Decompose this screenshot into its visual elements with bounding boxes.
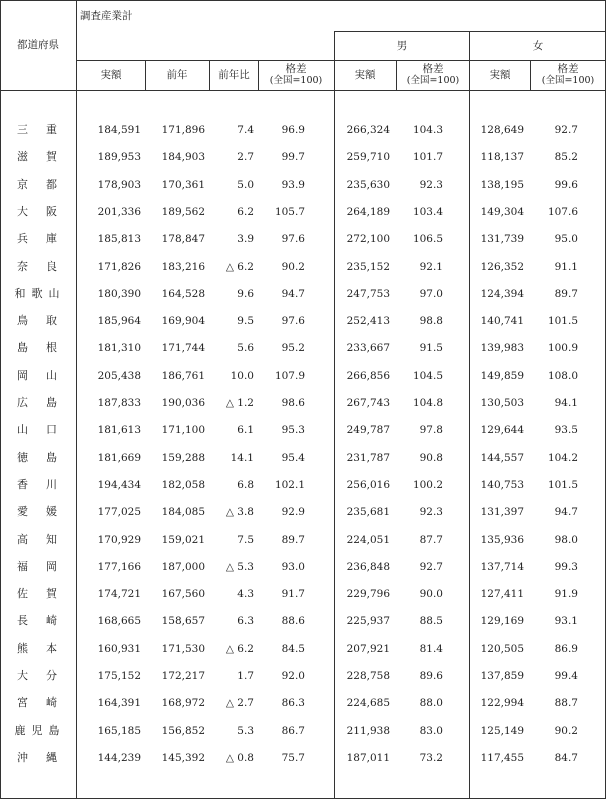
cell-actual: 168,665 — [97, 615, 141, 627]
cell-male-index: 97.8 — [419, 424, 443, 436]
cell-prefecture: 愛 媛 — [17, 505, 57, 518]
cell-prefecture: 大 阪 — [17, 205, 57, 218]
cell-yoy: △ 6.2 — [225, 261, 254, 273]
cell-prefecture: 佐 賀 — [17, 587, 57, 600]
cell-index: 92.0 — [281, 670, 305, 682]
cell-prefecture: 京 都 — [17, 178, 57, 191]
cell-male-index: 97.0 — [419, 288, 443, 300]
cell-female-index: 101.5 — [547, 479, 578, 491]
cell-prev-year: 145,392 — [161, 752, 205, 764]
cell-yoy: △ 6.2 — [225, 643, 254, 655]
cell-female-actual: 128,649 — [480, 124, 524, 136]
cell-prev-year: 171,896 — [161, 124, 205, 136]
cell-index: 97.6 — [281, 233, 305, 245]
cell-male-actual: 247,753 — [346, 288, 390, 300]
cell-prev-year: 156,852 — [161, 725, 205, 737]
cell-female-index: 91.9 — [554, 588, 578, 600]
cell-yoy: 10.0 — [230, 370, 254, 382]
cell-yoy: △ 5.3 — [225, 561, 254, 573]
cell-actual: 181,669 — [97, 452, 141, 464]
cell-female-index: 108.0 — [547, 370, 578, 382]
cell-prefecture: 奈 良 — [17, 260, 57, 273]
cell-female-actual: 129,644 — [480, 424, 524, 436]
cell-male-index: 87.7 — [419, 534, 443, 546]
cell-yoy: 7.4 — [237, 124, 254, 136]
cell-female-actual: 149,859 — [480, 370, 524, 382]
cell-female-index: 88.7 — [554, 697, 578, 709]
cell-index: 86.7 — [281, 725, 305, 737]
cell-female-actual: 131,739 — [480, 233, 524, 245]
cell-female-actual: 117,455 — [480, 752, 524, 764]
cell-male-actual: 256,016 — [346, 479, 390, 491]
cell-index: 95.2 — [281, 342, 305, 354]
cell-index: 102.1 — [274, 479, 305, 491]
cell-female-index: 104.2 — [547, 452, 578, 464]
cell-male-actual: 272,100 — [346, 233, 390, 245]
cell-prev-year: 184,903 — [161, 151, 205, 163]
header-female-actual: 実額 — [489, 69, 511, 81]
cell-yoy: △ 3.8 — [225, 506, 254, 518]
cell-actual: 189,953 — [97, 151, 141, 163]
cell-male-index: 89.6 — [419, 670, 443, 682]
cell-yoy: 6.2 — [237, 206, 254, 218]
cell-prev-year: 170,361 — [161, 179, 205, 191]
cell-index: 84.5 — [281, 643, 305, 655]
cell-prev-year: 159,288 — [161, 452, 205, 464]
cell-prev-year: 169,904 — [161, 315, 205, 327]
cell-actual: 170,929 — [97, 534, 141, 546]
cell-male-index: 92.3 — [419, 179, 443, 191]
cell-yoy: 5.0 — [237, 179, 254, 191]
cell-male-actual: 225,937 — [346, 615, 390, 627]
cell-female-actual: 124,394 — [480, 288, 524, 300]
cell-actual: 144,239 — [97, 752, 141, 764]
header-prev-year: 前年 — [166, 69, 188, 81]
cell-female-actual: 139,983 — [480, 342, 524, 354]
cell-male-actual: 267,743 — [346, 397, 390, 409]
cell-index: 99.7 — [281, 151, 305, 163]
cell-female-actual: 126,352 — [480, 261, 524, 273]
cell-actual: 177,025 — [97, 506, 141, 518]
cell-index: 93.0 — [281, 561, 305, 573]
cell-female-index: 91.1 — [554, 261, 578, 273]
cell-index: 95.4 — [281, 452, 305, 464]
cell-prev-year: 158,657 — [161, 615, 205, 627]
cell-yoy: 5.3 — [237, 725, 254, 737]
cell-prev-year: 184,085 — [161, 506, 205, 518]
cell-actual: 160,931 — [97, 643, 141, 655]
cell-prev-year: 164,528 — [161, 288, 205, 300]
cell-male-index: 98.8 — [419, 315, 443, 327]
cell-actual: 194,434 — [97, 479, 141, 491]
cell-actual: 185,964 — [97, 315, 141, 327]
cell-male-index: 88.0 — [419, 697, 443, 709]
cell-male-actual: 207,921 — [346, 643, 390, 655]
cell-female-actual: 118,137 — [480, 151, 524, 163]
cell-male-index: 103.4 — [412, 206, 443, 218]
cell-actual: 201,336 — [97, 206, 141, 218]
cell-index: 75.7 — [281, 752, 305, 764]
cell-index: 91.7 — [281, 588, 305, 600]
cell-female-actual: 135,936 — [480, 534, 524, 546]
cell-female-actual: 120,505 — [480, 643, 524, 655]
cell-male-actual: 266,856 — [346, 370, 390, 382]
cell-yoy: 6.8 — [237, 479, 254, 491]
cell-male-actual: 235,630 — [346, 179, 390, 191]
cell-male-actual: 266,324 — [346, 124, 390, 136]
cell-male-actual: 249,787 — [346, 424, 390, 436]
cell-prefecture: 徳 島 — [17, 451, 57, 464]
cell-prev-year: 172,217 — [161, 670, 205, 682]
cell-yoy: 1.7 — [237, 670, 254, 682]
cell-index: 107.9 — [274, 370, 305, 382]
cell-male-actual: 224,051 — [346, 534, 390, 546]
cell-male-index: 100.2 — [412, 479, 443, 491]
cell-female-actual: 137,714 — [480, 561, 524, 573]
cell-prefecture: 宮 崎 — [17, 696, 57, 709]
cell-actual: 187,833 — [97, 397, 141, 409]
cell-actual: 175,152 — [97, 670, 141, 682]
cell-male-index: 101.7 — [412, 151, 443, 163]
cell-male-actual: 235,681 — [346, 506, 390, 518]
cell-yoy: 2.7 — [237, 151, 254, 163]
cell-actual: 164,391 — [97, 697, 141, 709]
cell-index: 93.9 — [281, 179, 305, 191]
cell-female-index: 107.6 — [547, 206, 578, 218]
cell-female-actual: 130,503 — [480, 397, 524, 409]
cell-female-index: 93.1 — [554, 615, 578, 627]
cell-male-actual: 229,796 — [346, 588, 390, 600]
cell-yoy: △ 2.7 — [225, 697, 254, 709]
cell-male-index: 90.0 — [419, 588, 443, 600]
cell-actual: 184,591 — [97, 124, 141, 136]
cell-prev-year: 182,058 — [161, 479, 205, 491]
header-male-actual: 実額 — [354, 69, 376, 81]
cell-yoy: △ 1.2 — [225, 397, 254, 409]
cell-yoy: △ 0.8 — [225, 752, 254, 764]
cell-female-index: 98.0 — [554, 534, 578, 546]
cell-prefecture: 島 根 — [17, 341, 57, 354]
cell-prev-year: 178,847 — [161, 233, 205, 245]
cell-index: 89.7 — [281, 534, 305, 546]
cell-prefecture: 三 重 — [17, 123, 57, 136]
cell-male-actual: 211,938 — [346, 725, 390, 737]
cell-male-index: 92.7 — [419, 561, 443, 573]
cell-prefecture: 大 分 — [17, 669, 57, 682]
cell-actual: 177,166 — [97, 561, 141, 573]
cell-prefecture: 熊 本 — [17, 642, 57, 655]
cell-female-index: 94.1 — [554, 397, 578, 409]
cell-prev-year: 159,021 — [161, 534, 205, 546]
cell-yoy: 6.3 — [237, 615, 254, 627]
cell-female-actual: 140,753 — [480, 479, 524, 491]
cell-female-index: 95.0 — [554, 233, 578, 245]
cell-actual: 185,813 — [97, 233, 141, 245]
cell-prefecture: 鳥 取 — [17, 314, 57, 327]
cell-male-index: 88.5 — [419, 615, 443, 627]
cell-actual: 205,438 — [97, 370, 141, 382]
cell-yoy: 6.1 — [237, 424, 254, 436]
cell-actual: 174,721 — [97, 588, 141, 600]
cell-actual: 171,826 — [97, 261, 141, 273]
cell-male-index: 104.8 — [412, 397, 443, 409]
cell-male-index: 106.5 — [412, 233, 443, 245]
cell-prev-year: 171,530 — [161, 643, 205, 655]
cell-prefecture: 和 歌 山 — [14, 287, 60, 300]
cell-female-actual: 125,149 — [480, 725, 524, 737]
cell-prev-year: 167,560 — [161, 588, 205, 600]
header-female-diff: 格差 (全国=100) — [541, 63, 595, 86]
cell-male-index: 83.0 — [419, 725, 443, 737]
header-diff: 格差 (全国=100) — [269, 63, 323, 86]
cell-index: 98.6 — [281, 397, 305, 409]
cell-yoy: 7.5 — [237, 534, 254, 546]
cell-index: 97.6 — [281, 315, 305, 327]
cell-prefecture: 沖 縄 — [17, 751, 57, 764]
cell-female-index: 85.2 — [554, 151, 578, 163]
cell-prev-year: 183,216 — [161, 261, 205, 273]
cell-index: 95.3 — [281, 424, 305, 436]
cell-yoy: 5.6 — [237, 342, 254, 354]
cell-index: 90.2 — [281, 261, 305, 273]
cell-female-index: 84.7 — [554, 752, 578, 764]
cell-prefecture: 兵 庫 — [17, 232, 57, 245]
cell-female-actual: 131,397 — [480, 506, 524, 518]
cell-male-actual: 224,685 — [346, 697, 390, 709]
cell-actual: 181,613 — [97, 424, 141, 436]
cell-male-actual: 235,152 — [346, 261, 390, 273]
cell-female-index: 101.5 — [547, 315, 578, 327]
cell-prefecture: 福 岡 — [17, 560, 57, 573]
cell-male-index: 104.3 — [412, 124, 443, 136]
cell-index: 92.9 — [281, 506, 305, 518]
cell-male-actual: 233,667 — [346, 342, 390, 354]
cell-prefecture: 香 川 — [17, 478, 57, 491]
cell-prev-year: 189,562 — [161, 206, 205, 218]
cell-male-index: 73.2 — [419, 752, 443, 764]
cell-female-index: 94.7 — [554, 506, 578, 518]
cell-female-index: 89.7 — [554, 288, 578, 300]
cell-yoy: 9.6 — [237, 288, 254, 300]
cell-actual: 165,185 — [97, 725, 141, 737]
cell-prev-year: 171,100 — [161, 424, 205, 436]
cell-prefecture: 鹿 児 島 — [14, 724, 60, 737]
cell-female-index: 90.2 — [554, 725, 578, 737]
header-male: 男 — [396, 40, 408, 52]
cell-male-index: 91.5 — [419, 342, 443, 354]
cell-female-index: 86.9 — [554, 643, 578, 655]
cell-female-index: 100.9 — [547, 342, 578, 354]
cell-female-actual: 127,411 — [480, 588, 524, 600]
cell-male-actual: 231,787 — [346, 452, 390, 464]
cell-prefecture: 山 口 — [17, 423, 57, 436]
cell-actual: 181,310 — [97, 342, 141, 354]
cell-prev-year: 186,761 — [161, 370, 205, 382]
cell-index: 86.3 — [281, 697, 305, 709]
cell-yoy: 9.5 — [237, 315, 254, 327]
cell-male-actual: 236,848 — [346, 561, 390, 573]
header-female: 女 — [532, 40, 544, 52]
cell-actual: 180,390 — [97, 288, 141, 300]
header-industry-total: 調査産業計 — [80, 10, 133, 22]
cell-prefecture: 広 島 — [17, 396, 57, 409]
cell-female-actual: 137,859 — [480, 670, 524, 682]
cell-prefecture: 岡 山 — [17, 369, 57, 382]
cell-female-index: 99.6 — [554, 179, 578, 191]
cell-male-index: 104.5 — [412, 370, 443, 382]
cell-female-actual: 144,557 — [480, 452, 524, 464]
cell-actual: 178,903 — [97, 179, 141, 191]
cell-prev-year: 187,000 — [161, 561, 205, 573]
cell-male-actual: 252,413 — [346, 315, 390, 327]
cell-male-index: 92.1 — [419, 261, 443, 273]
cell-prefecture: 高 知 — [17, 533, 57, 546]
cell-female-actual: 122,994 — [480, 697, 524, 709]
cell-prev-year: 190,036 — [161, 397, 205, 409]
cell-prefecture: 滋 賀 — [17, 150, 57, 163]
cell-female-index: 99.4 — [554, 670, 578, 682]
cell-yoy: 3.9 — [237, 233, 254, 245]
cell-index: 88.6 — [281, 615, 305, 627]
cell-prev-year: 171,744 — [161, 342, 205, 354]
cell-female-index: 92.7 — [554, 124, 578, 136]
cell-index: 105.7 — [274, 206, 305, 218]
cell-yoy: 14.1 — [230, 452, 254, 464]
cell-female-index: 99.3 — [554, 561, 578, 573]
header-prefecture: 都道府県 — [17, 39, 59, 51]
cell-female-actual: 140,741 — [480, 315, 524, 327]
header-male-diff: 格差 (全国=100) — [406, 63, 460, 86]
cell-female-actual: 129,169 — [480, 615, 524, 627]
cell-prev-year: 168,972 — [161, 697, 205, 709]
cell-male-index: 92.3 — [419, 506, 443, 518]
cell-female-actual: 138,195 — [480, 179, 524, 191]
cell-male-actual: 259,710 — [346, 151, 390, 163]
cell-female-actual: 149,304 — [480, 206, 524, 218]
cell-prefecture: 長 崎 — [17, 614, 57, 627]
cell-male-actual: 264,189 — [346, 206, 390, 218]
cell-index: 96.9 — [281, 124, 305, 136]
header-actual: 実額 — [100, 69, 122, 81]
cell-male-actual: 187,011 — [346, 752, 390, 764]
cell-index: 94.7 — [281, 288, 305, 300]
cell-yoy: 4.3 — [237, 588, 254, 600]
cell-female-index: 93.5 — [554, 424, 578, 436]
cell-male-index: 90.8 — [419, 452, 443, 464]
cell-male-index: 81.4 — [419, 643, 443, 655]
header-yoy: 前年比 — [218, 69, 250, 81]
cell-male-actual: 228,758 — [346, 670, 390, 682]
